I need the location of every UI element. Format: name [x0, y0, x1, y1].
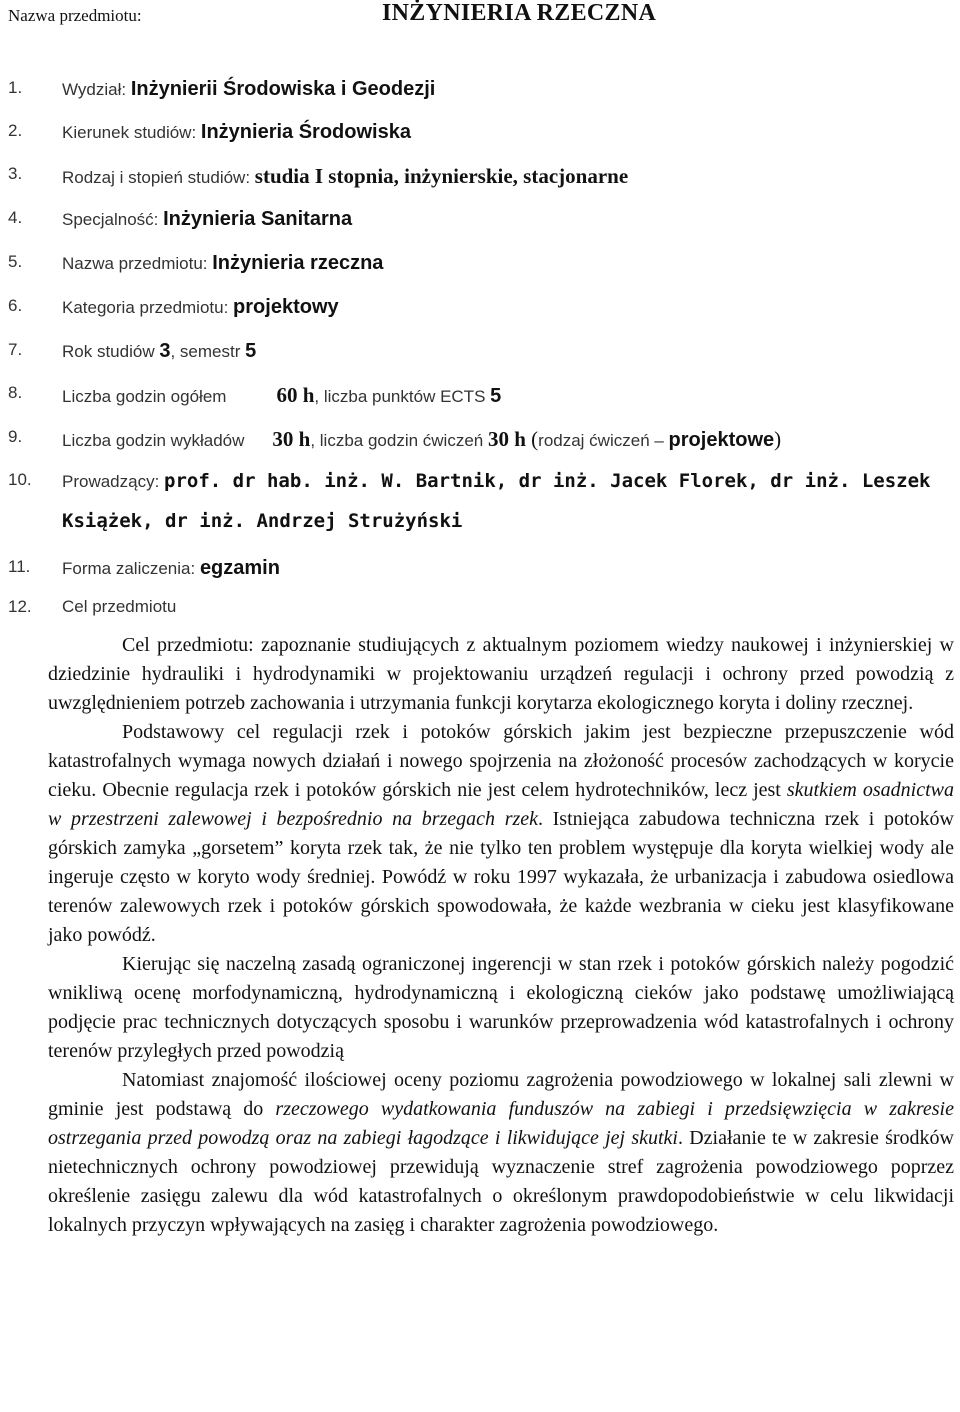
list-item-faculty — [8, 74, 956, 102]
item-number: 10. — [8, 470, 32, 489]
item-number: 5. — [8, 252, 23, 271]
item-number: 1. — [8, 78, 23, 97]
assessment-value: egzamin — [199, 557, 280, 579]
faculty-value: Inżynierii Środowiska i Geodezji — [130, 78, 436, 100]
item-label — [62, 164, 628, 189]
item-label — [62, 296, 339, 319]
paragraph-2 — [48, 718, 954, 950]
paragraph-3: Kierując się naczelną zasadą ograniczonej ingerencji w stan rzek i potoków górskich należy pogodzić wnikliwą ocenę morfodynamiczną, hydrodynamiczną i ekologiczną cieków jako podstawę umożliwiającą podjęcie prac technicznych dotyczących sposobu i warunków przeprowadzenia wód katastrofalnych i ochrony terenów przyległych przed powodzią — [48, 953, 954, 1062]
paragraph-4 — [48, 1066, 954, 1240]
document-title: INŻYNIERIA RZECZNA — [382, 0, 657, 26]
paragraph-2-text-a: Podstawowy cel regulacji rzek i potoków górskich jakim jest bezpieczne przepuszczenie wód katastrofalnych wymaga nowych działań i nowego spojrzenia na złożoność procesów zachodzących w korycie cieku. Obecnie regulacja rzek i potoków górskich nie jest celem hydrotechników, lecz jest — [48, 721, 954, 801]
instructors-value-line1: prof. dr hab. inż. W. Bartnik, dr inż. Jacek Florek, dr inż. Leszek — [164, 470, 931, 492]
instructors-continuation — [62, 510, 462, 532]
assessment-label: Forma zaliczenia: — [62, 559, 200, 578]
list-item-assessment — [8, 553, 956, 581]
list-item-instructors — [8, 466, 956, 538]
exercise-hours-value: 30 h — [487, 427, 526, 451]
course-name-label: Nazwa przedmiotu: — [62, 254, 213, 273]
ects-value: 5 — [490, 385, 502, 407]
faculty-label: Wydział: — [62, 80, 131, 99]
total-hours-value: 60 h — [276, 383, 315, 407]
item-label — [62, 78, 435, 101]
paragraph-4-text-b: . Działanie te w zakresie środków nietechnicznych ochrony powodziowej przewidują wyznaczenie stref zagrożenia powodziowego poprzez określenie zasięgu zalewu dla wód katastrofalnych o określonym prawdopodobieństwie w celu likwidacji lokalnych przyczyn wpływających na zasięg i charakter zagrożenia powodziowego. — [48, 1127, 954, 1236]
list-item-course-objective — [8, 593, 956, 621]
list-item-category — [8, 292, 956, 320]
total-hours-label: Liczba godzin ogółem — [62, 387, 227, 406]
item-label — [62, 252, 383, 275]
paragraph-4-italic: rzeczowego wydatkowania funduszów na zabiegi i przedsięwzięcia w zakresie ostrzegania przed powodzą oraz na zabiegi łagodzące i likwidujące jej skutki — [48, 1098, 954, 1149]
semester-value: 5 — [245, 340, 257, 362]
item-label — [62, 208, 352, 231]
item-number: 8. — [8, 383, 23, 402]
list-item-total-hours — [8, 379, 956, 407]
list-item-field-of-study — [8, 117, 956, 145]
field-of-study-value: Inżynieria Środowiska — [200, 121, 411, 143]
item-number: 7. — [8, 340, 23, 359]
item-label — [62, 470, 930, 492]
item-number: 2. — [8, 121, 23, 140]
subject-name-label: Nazwa przedmiotu: — [8, 6, 142, 25]
year-value: 3 — [159, 340, 171, 362]
list-item-specialty — [8, 204, 956, 232]
list-item-study-type — [8, 160, 956, 188]
item-label — [62, 340, 256, 363]
list-item-lecture-hours — [8, 423, 956, 451]
lecture-hours-value: 30 h — [272, 427, 311, 451]
exercise-type-value: projektowe — [668, 429, 775, 451]
list-item-course-name — [8, 248, 956, 276]
category-value: projektowy — [233, 296, 339, 318]
study-type-label: Rodzaj i stopień studiów: — [62, 168, 255, 187]
year-label: Rok studiów — [62, 342, 160, 361]
list-item-year-semester — [8, 336, 956, 364]
objective-text — [48, 631, 954, 1240]
item-number: 4. — [8, 208, 23, 227]
document-header — [8, 0, 960, 32]
lecture-hours-label: Liczba godzin wykładów — [62, 431, 245, 450]
course-objective-heading: Cel przedmiotu — [62, 597, 177, 616]
paragraph-2-italic: skutkiem osadnictwa w przestrzeni zalewowej i bezpośrednio na brzegach rzek — [48, 779, 954, 830]
specialty-value: Inżynieria Sanitarna — [163, 208, 353, 230]
course-name-value: Inżynieria rzeczna — [212, 252, 384, 274]
item-number: 3. — [8, 164, 23, 183]
semester-label: , semestr — [170, 342, 246, 361]
item-number: 11. — [8, 557, 31, 576]
item-label — [62, 121, 411, 144]
paragraph-2-text-b: . Istniejąca zabudowa techniczna rzek i potoków górskich zamyka „gorsetem” koryta rzek tak, że nie tylko ten problem występuje dla koryta wielkiej wody ale ingeruje często w koryto wody średniej. Powódź w roku 1997 wykazała, że urbanizacja i zabudowa osiedlowa terenów zalewowych rzek i potoków górskich spowodowała, że każde wezbrania w cieku jest klasyfikowane jako powódź. — [48, 808, 954, 946]
field-of-study-label: Kierunek studiów: — [62, 123, 201, 142]
item-number: 9. — [8, 427, 23, 446]
instructors-label: Prowadzący: — [62, 472, 165, 491]
specialty-label: Specjalność: — [62, 210, 164, 229]
item-label — [62, 427, 781, 452]
item-number: 12. — [8, 597, 32, 616]
exercise-hours-label: , liczba godzin ćwiczeń — [310, 431, 488, 450]
ects-label: , liczba punktów ECTS — [314, 387, 491, 406]
paragraph-1: Cel przedmiotu: zapoznanie studiujących z aktualnym poziomem wiedzy naukowej i inżynierskiej w dziedzinie hydrauliki i hydrodynamiki w projektowaniu urządzeń regulacji i ochrony przed powodzią z uwzględnieniem potrzeb zachowania i utrzymania funkcji korytarza ekologicznego koryta i doliny rzecznej. — [48, 634, 954, 714]
paren-close: ) — [774, 427, 782, 451]
item-label — [62, 557, 280, 580]
item-label — [62, 383, 501, 408]
paragraph-4-text-a: Natomiast znajomość ilościowej oceny poziomu zagrożenia powodziowego w lokalnej sali zlewni w gminie jest podstawą do — [48, 1069, 954, 1120]
study-type-value: studia I stopnia, inżynierskie, stacjonarne — [254, 164, 629, 188]
instructors-value-line2: Książek, dr inż. Andrzej Strużyński — [62, 510, 463, 532]
paren-open: ( — [525, 427, 539, 451]
item-number: 6. — [8, 296, 23, 315]
category-label: Kategoria przedmiotu: — [62, 298, 234, 317]
exercise-type-label: rodzaj ćwiczeń – — [538, 431, 669, 450]
